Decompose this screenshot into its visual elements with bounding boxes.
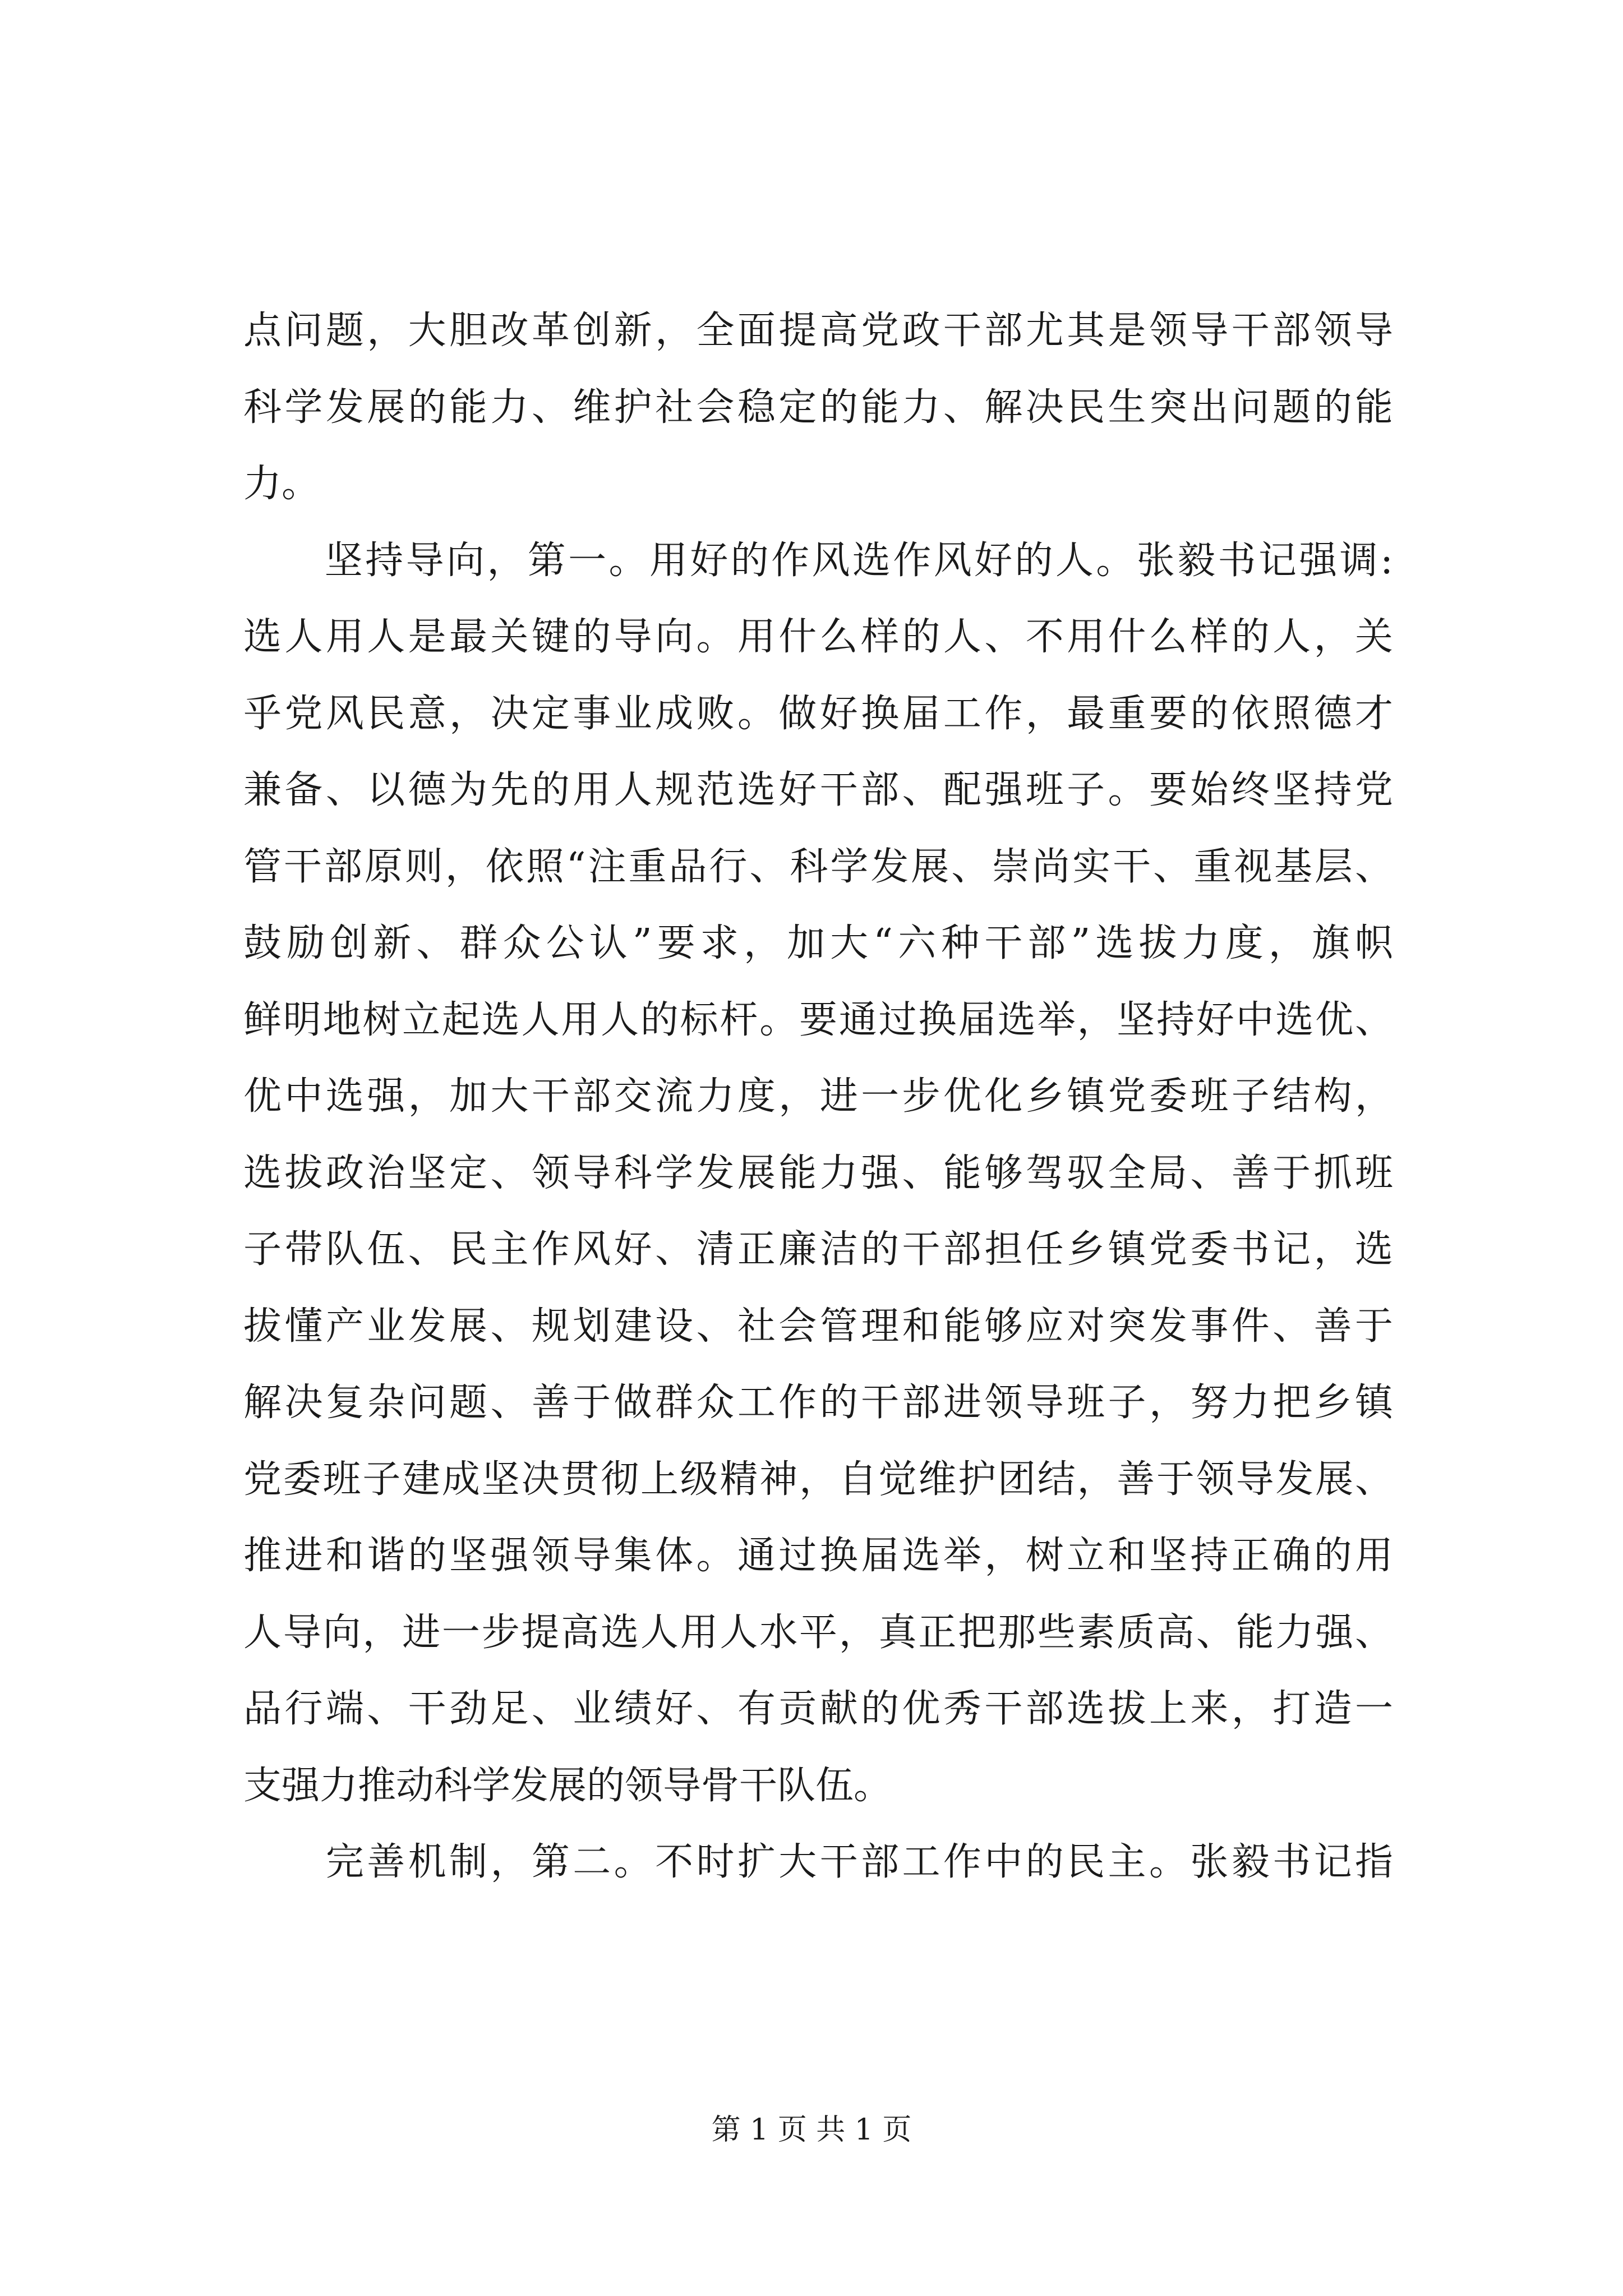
text-line: 优中选强，加大干部交流力度，进一步优化乡镇党委班子结构， xyxy=(243,1074,1393,1119)
text-line: 兼备、以德为先的用人规范选好干部、配强班子。要始终坚持党 xyxy=(243,768,1393,812)
text-line: 乎党风民意，决定事业成败。做好换届工作，最重要的依照德才 xyxy=(243,691,1393,736)
text-line: 推进和谐的坚强领导集体。通过换届选举，树立和坚持正确的用 xyxy=(243,1534,1393,1578)
text-line: 完善机制，第二。不时扩大干部工作中的民主。张毅书记指 xyxy=(243,1840,1393,1884)
text-line: 科学发展的能力、维护社会稳定的能力、解决民生突出问题的能 xyxy=(243,385,1393,430)
text-line: 力。 xyxy=(243,462,320,506)
text-line: 选拔政治坚定、领导科学发展能力强、能够驾驭全局、善于抓班 xyxy=(243,1151,1393,1195)
text-line: 点问题，大胆改革创新，全面提高党政干部尤其是领导干部领导 xyxy=(243,309,1393,353)
text-line: 党委班子建成坚决贯彻上级精神，自觉维护团结，善于领导发展、 xyxy=(243,1457,1393,1502)
text-line: 品行端、干劲足、业绩好、有贡献的优秀干部选拔上来，打造一 xyxy=(243,1687,1393,1731)
text-line: 子带队伍、民主作风好、清正廉洁的干部担任乡镇党委书记，选 xyxy=(243,1227,1393,1272)
text-line: 鲜明地树立起选人用人的标杆。要通过换届选举，坚持好中选优、 xyxy=(243,997,1393,1042)
text-line: 管干部原则，依照“注重品行、科学发展、崇尚实干、重视基层、 xyxy=(243,844,1393,889)
body-text xyxy=(243,293,1393,1901)
text-line: 解决复杂问题、善于做群众工作的干部进领导班子，努力把乡镇 xyxy=(243,1381,1393,1425)
text-line: 人导向，进一步提高选人用人水平，真正把那些素质高、能力强、 xyxy=(243,1610,1393,1655)
text-line: 支强力推动科学发展的领导骨干队伍。 xyxy=(243,1763,892,1808)
page-footer: 第 1 页 共 1 页 xyxy=(711,2113,912,2147)
text-line: 鼓励创新、群众公认”要求，加大“六种干部”选拔力度，旗帜 xyxy=(243,921,1393,965)
text-line: 选人用人是最关键的导向。用什么样的人、不用什么样的人，关 xyxy=(243,615,1393,659)
text-line: 坚持导向，第一。用好的作风选作风好的人。张毅书记强调: xyxy=(243,538,1393,583)
text-line: 拔懂产业发展、规划建设、社会管理和能够应对突发事件、善于 xyxy=(243,1304,1393,1349)
